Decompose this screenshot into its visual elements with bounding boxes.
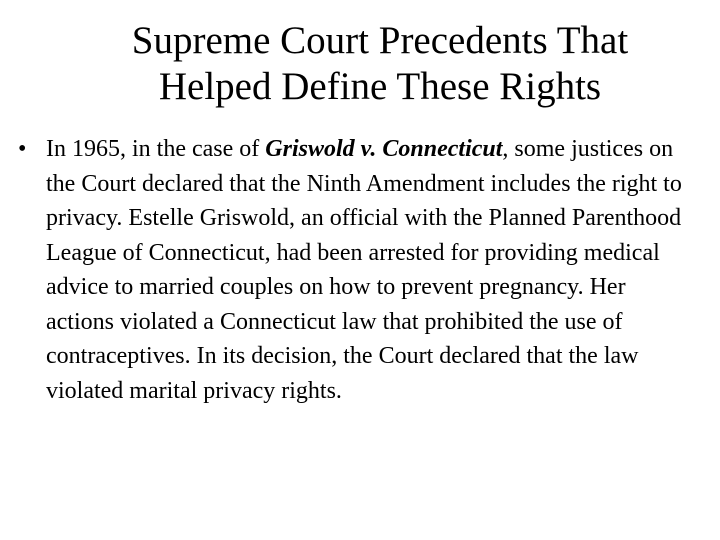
slide-title-line-1: Supreme Court Precedents That [131, 19, 629, 62]
bullet-marker: • [18, 136, 27, 162]
slide-title-line-2: Helped Define These Rights [158, 65, 602, 108]
bullet-text [46, 132, 686, 408]
case-name: Griswold v. Connecticut [265, 136, 503, 162]
bullet-text-rest: , some justices on the Court declared that the Ninth Amendment includes the right to privacy. Estelle Griswold, an official with the Planned Parenthood League of Connecticut, had been arrested for providing medical advice to married couples on how to prevent pregnancy. Her actions violated a Connecticut law that prohibited the use of contraceptives. In its decision, the Court declared that the law violated marital privacy rights. [46, 136, 682, 404]
bullet-text-lead: In 1965, in the case of [46, 136, 266, 162]
slide-body [18, 132, 698, 408]
slide-title [40, 18, 720, 110]
bullet-item [18, 132, 698, 408]
